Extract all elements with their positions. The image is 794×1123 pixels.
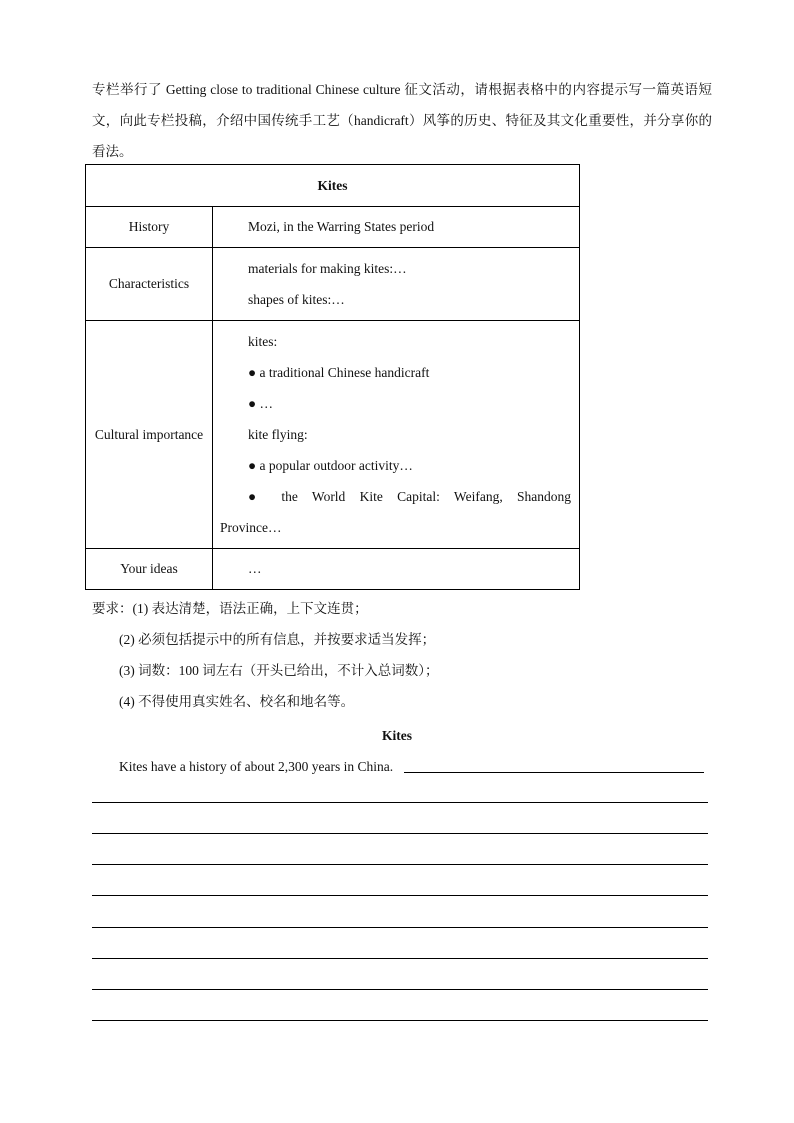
requirement-4: (4) 不得使用真实姓名、校名和地名等。 [119,694,355,709]
history-label: History [86,207,213,248]
history-content: Mozi, in the Warring States period [213,207,580,248]
cultural-line: ● a traditional Chinese handicraft [248,365,430,380]
task-instructions: 专栏举行了 Getting close to traditional Chinese culture 征文活动，请根据表格中的内容提示写一篇英语短文，向此专栏投稿，介绍中国传统手工艺（handicraft）风筝的历史、特征及其文化重要性，并分享你的看法。 [92,82,712,159]
writing-line[interactable] [92,927,708,928]
your-ideas-label: Your ideas [86,549,213,590]
requirement-2: (2) 必须包括提示中的所有信息，并按要求适当发挥； [119,632,436,647]
characteristics-line: shapes of kites:… [248,292,345,307]
characteristics-line: materials for making kites:… [248,261,407,276]
essay-opening: Kites have a history of about 2,300 years in China. [119,759,394,774]
cultural-line: ● … [248,396,274,411]
table-title: Kites [86,165,580,207]
writing-line[interactable] [92,1020,708,1021]
writing-line[interactable] [92,958,708,959]
writing-line[interactable] [92,989,708,990]
characteristics-label: Characteristics [86,248,213,321]
essay-title: Kites [382,728,412,743]
cultural-importance-content [213,321,580,549]
cultural-line: ● a popular outdoor activity… [248,458,413,473]
cultural-line: ● the World Kite Capital: Weifang, Shandong [248,489,571,504]
writing-line[interactable] [92,833,708,834]
your-ideas-content: … [213,549,580,590]
writing-line[interactable] [92,864,708,865]
cultural-line: kite flying: [248,427,308,442]
content-table [85,164,580,590]
writing-line[interactable] [404,772,704,773]
cultural-importance-label: Cultural importance [86,321,213,549]
requirement-1: 要求：(1) 表达清楚，语法正确，上下文连贯； [92,601,368,616]
requirement-3: (3) 词数：100 词左右（开头已给出，不计入总词数）； [119,663,439,678]
writing-line[interactable] [92,802,708,803]
characteristics-content [213,248,580,321]
cultural-line: kites: [248,334,278,349]
writing-line[interactable] [92,895,708,896]
cultural-line: Province… [220,520,282,535]
